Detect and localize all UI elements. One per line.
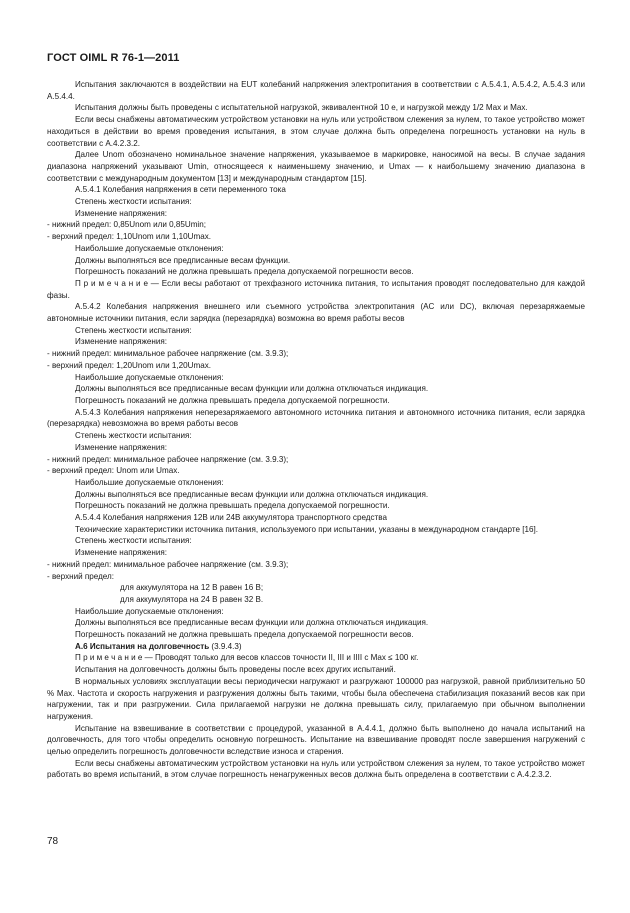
paragraph: - нижний предел: минимальное рабочее напряжение (см. 3.9.3);	[47, 349, 289, 359]
paragraph: Далее Unom обозначено номинальное значение напряжения, указываемое в маркировке, наносимой на весы. В случае задания диапазона напряжений указывают Umin, относящееся к наименьшему значению, и Umax — к наибольшему значению диапазона в соответствии с международным документом [13] и международным стандартом [15].	[47, 150, 585, 183]
paragraph: Наибольшие допускаемые отклонения:	[75, 243, 224, 253]
paragraph: Испытания должны быть проведены с испытательной нагрузкой, эквивалентной 10 e, и нагрузкой между 1/2 Max и Max.	[75, 103, 528, 113]
paragraph: Наибольшие допускаемые отклонения:	[75, 477, 224, 487]
paragraph: - верхний предел:	[47, 571, 115, 581]
paragraph: A.5.4.4 Колебания напряжения 12В или 24В аккумулятора транспортного средства	[75, 513, 387, 523]
paragraph: Погрешность показаний не должна превышать предела допускаемой погрешности весов.	[75, 267, 414, 277]
paragraph: Изменение напряжения:	[75, 548, 167, 558]
paragraph: Должны выполняться все предписанные весам функции.	[75, 255, 291, 265]
paragraph: Погрешность показаний не должна превышать предела допускаемой погрешности.	[75, 395, 390, 405]
paragraph: A.6 Испытания на долговечность (3.9.4.3)	[75, 641, 242, 651]
paragraph: Изменение напряжения:	[75, 208, 167, 218]
paragraph: - верхний предел: 1,10Unom или 1,10Umax.	[47, 232, 211, 242]
paragraph: В нормальных условиях эксплуатации весы периодически нагружают и разгружают 100000 раз нагрузкой, равной приблизительно 50 % Max. Частота и скорость нагружения и разгружения должны быть такими, чтобы была обеспечена стабилизация показаний весов как при нагружении, так и при разгружении. Сила прилагаемой нагрузки не должна превышать силу, прилагаемую при обычном выполнении нагружения.	[47, 676, 585, 721]
paragraph: Должны выполняться все предписанные весам функции или должна отключаться индикация.	[75, 489, 429, 499]
paragraph: для аккумулятора на 24 В равен 32 В.	[120, 594, 264, 604]
paragraph: - нижний предел: минимальное рабочее напряжение (см. 3.9.3);	[47, 454, 289, 464]
paragraph: Должны выполняться все предписанные весам функции или должна отключаться индикация.	[75, 618, 429, 628]
paragraph: Изменение напряжения:	[75, 442, 167, 452]
paragraph: Изменение напряжения:	[75, 337, 167, 347]
paragraph: Если весы снабжены автоматическим устройством установки на нуль или устройством слежения за нулем, то такое устройство может работать во время испытаний, в этом случае погрешность ненагруженных весов должна быть определена в соответствии с A.4.2.3.2.	[47, 758, 585, 780]
paragraph: Испытания заключаются в воздействии на EUT колебаний напряжения электропитания в соответствии с A.5.4.1, A.5.4.2, A.5.4.3 или A.5.4.4.	[47, 80, 585, 101]
paragraph: A.5.4.2 Колебания напряжения внешнего или съемного устройства электропитания (AC или DC), включая перезаряжаемые автономные источники питания, если зарядка (перезарядка) возможна во время работы весов	[47, 302, 585, 324]
paragraph: для аккумулятора на 12 В равен 16 В;	[120, 583, 264, 593]
paragraph: A.5.4.3 Колебания напряжения неперезаряжаемого автономного источника питания и автономного источника питания, если зарядка (перезарядка) невозможна во время работы весов	[47, 407, 585, 429]
paragraph: Степень жесткости испытания:	[75, 197, 192, 207]
paragraph: - верхний предел: Unom или Umax.	[47, 466, 180, 476]
paragraph: Степень жесткости испытания:	[75, 431, 192, 441]
paragraph: Испытания на долговечность должны быть проведены после всех других испытаний.	[75, 665, 396, 675]
paragraph: Если весы снабжены автоматическим устройством установки на нуль или устройством слежения за нулем, то такое устройство может находиться в действии во время проведения испытания, в этом случае должна быть определена погрешность установки на нуль в соответствии с A.4.2.3.2.	[47, 115, 585, 148]
page-number: 78	[47, 836, 59, 847]
paragraph: П р и м е ч а н и е — Если весы работают от трехфазного источника питания, то испытания проводят последовательно для каждой фазы.	[47, 278, 585, 300]
paragraph: Степень жесткости испытания:	[75, 325, 192, 335]
document-body	[47, 79, 585, 781]
paragraph: Технические характеристики источника питания, используемого при испытании, указаны в международном стандарте [16].	[75, 524, 538, 534]
paragraph: Степень жесткости испытания:	[75, 536, 192, 546]
paragraph: П р и м е ч а н и е — Проводят только для весов классов точности II, III и IIII с Max ≤ 100 кг.	[75, 653, 419, 663]
paragraph: Наибольшие допускаемые отклонения:	[75, 606, 224, 616]
paragraph: - нижний предел: 0,85Unom или 0,85Umin;	[47, 220, 206, 230]
paragraph: Погрешность показаний не должна превышать предела допускаемой погрешности весов.	[75, 630, 414, 640]
paragraph: Наибольшие допускаемые отклонения:	[75, 372, 224, 382]
paragraph: Испытание на взвешивание в соответствии с процедурой, указанной в A.4.4.1, должно быть выполнено до начала испытаний на долговечность, для того чтобы определить основную погрешность. Испытание на взвешивание проводят после завершения нагружений с целью определить погрешность долговечности вследствие износа и старения.	[47, 723, 585, 757]
paragraph: - нижний предел: минимальное рабочее напряжение (см. 3.9.3);	[47, 559, 289, 569]
document-header: ГОСТ OIML R 76-1—2011	[47, 52, 180, 64]
paragraph: Погрешность показаний не должна превышать предела допускаемой погрешности.	[75, 501, 390, 511]
paragraph: - верхний предел: 1,20Unom или 1,20Umax.	[47, 360, 211, 370]
paragraph: Должны выполняться все предписанные весам функции или должна отключаться индикация.	[75, 384, 429, 394]
paragraph: A.5.4.1 Колебания напряжения в сети переменного тока	[75, 185, 286, 195]
